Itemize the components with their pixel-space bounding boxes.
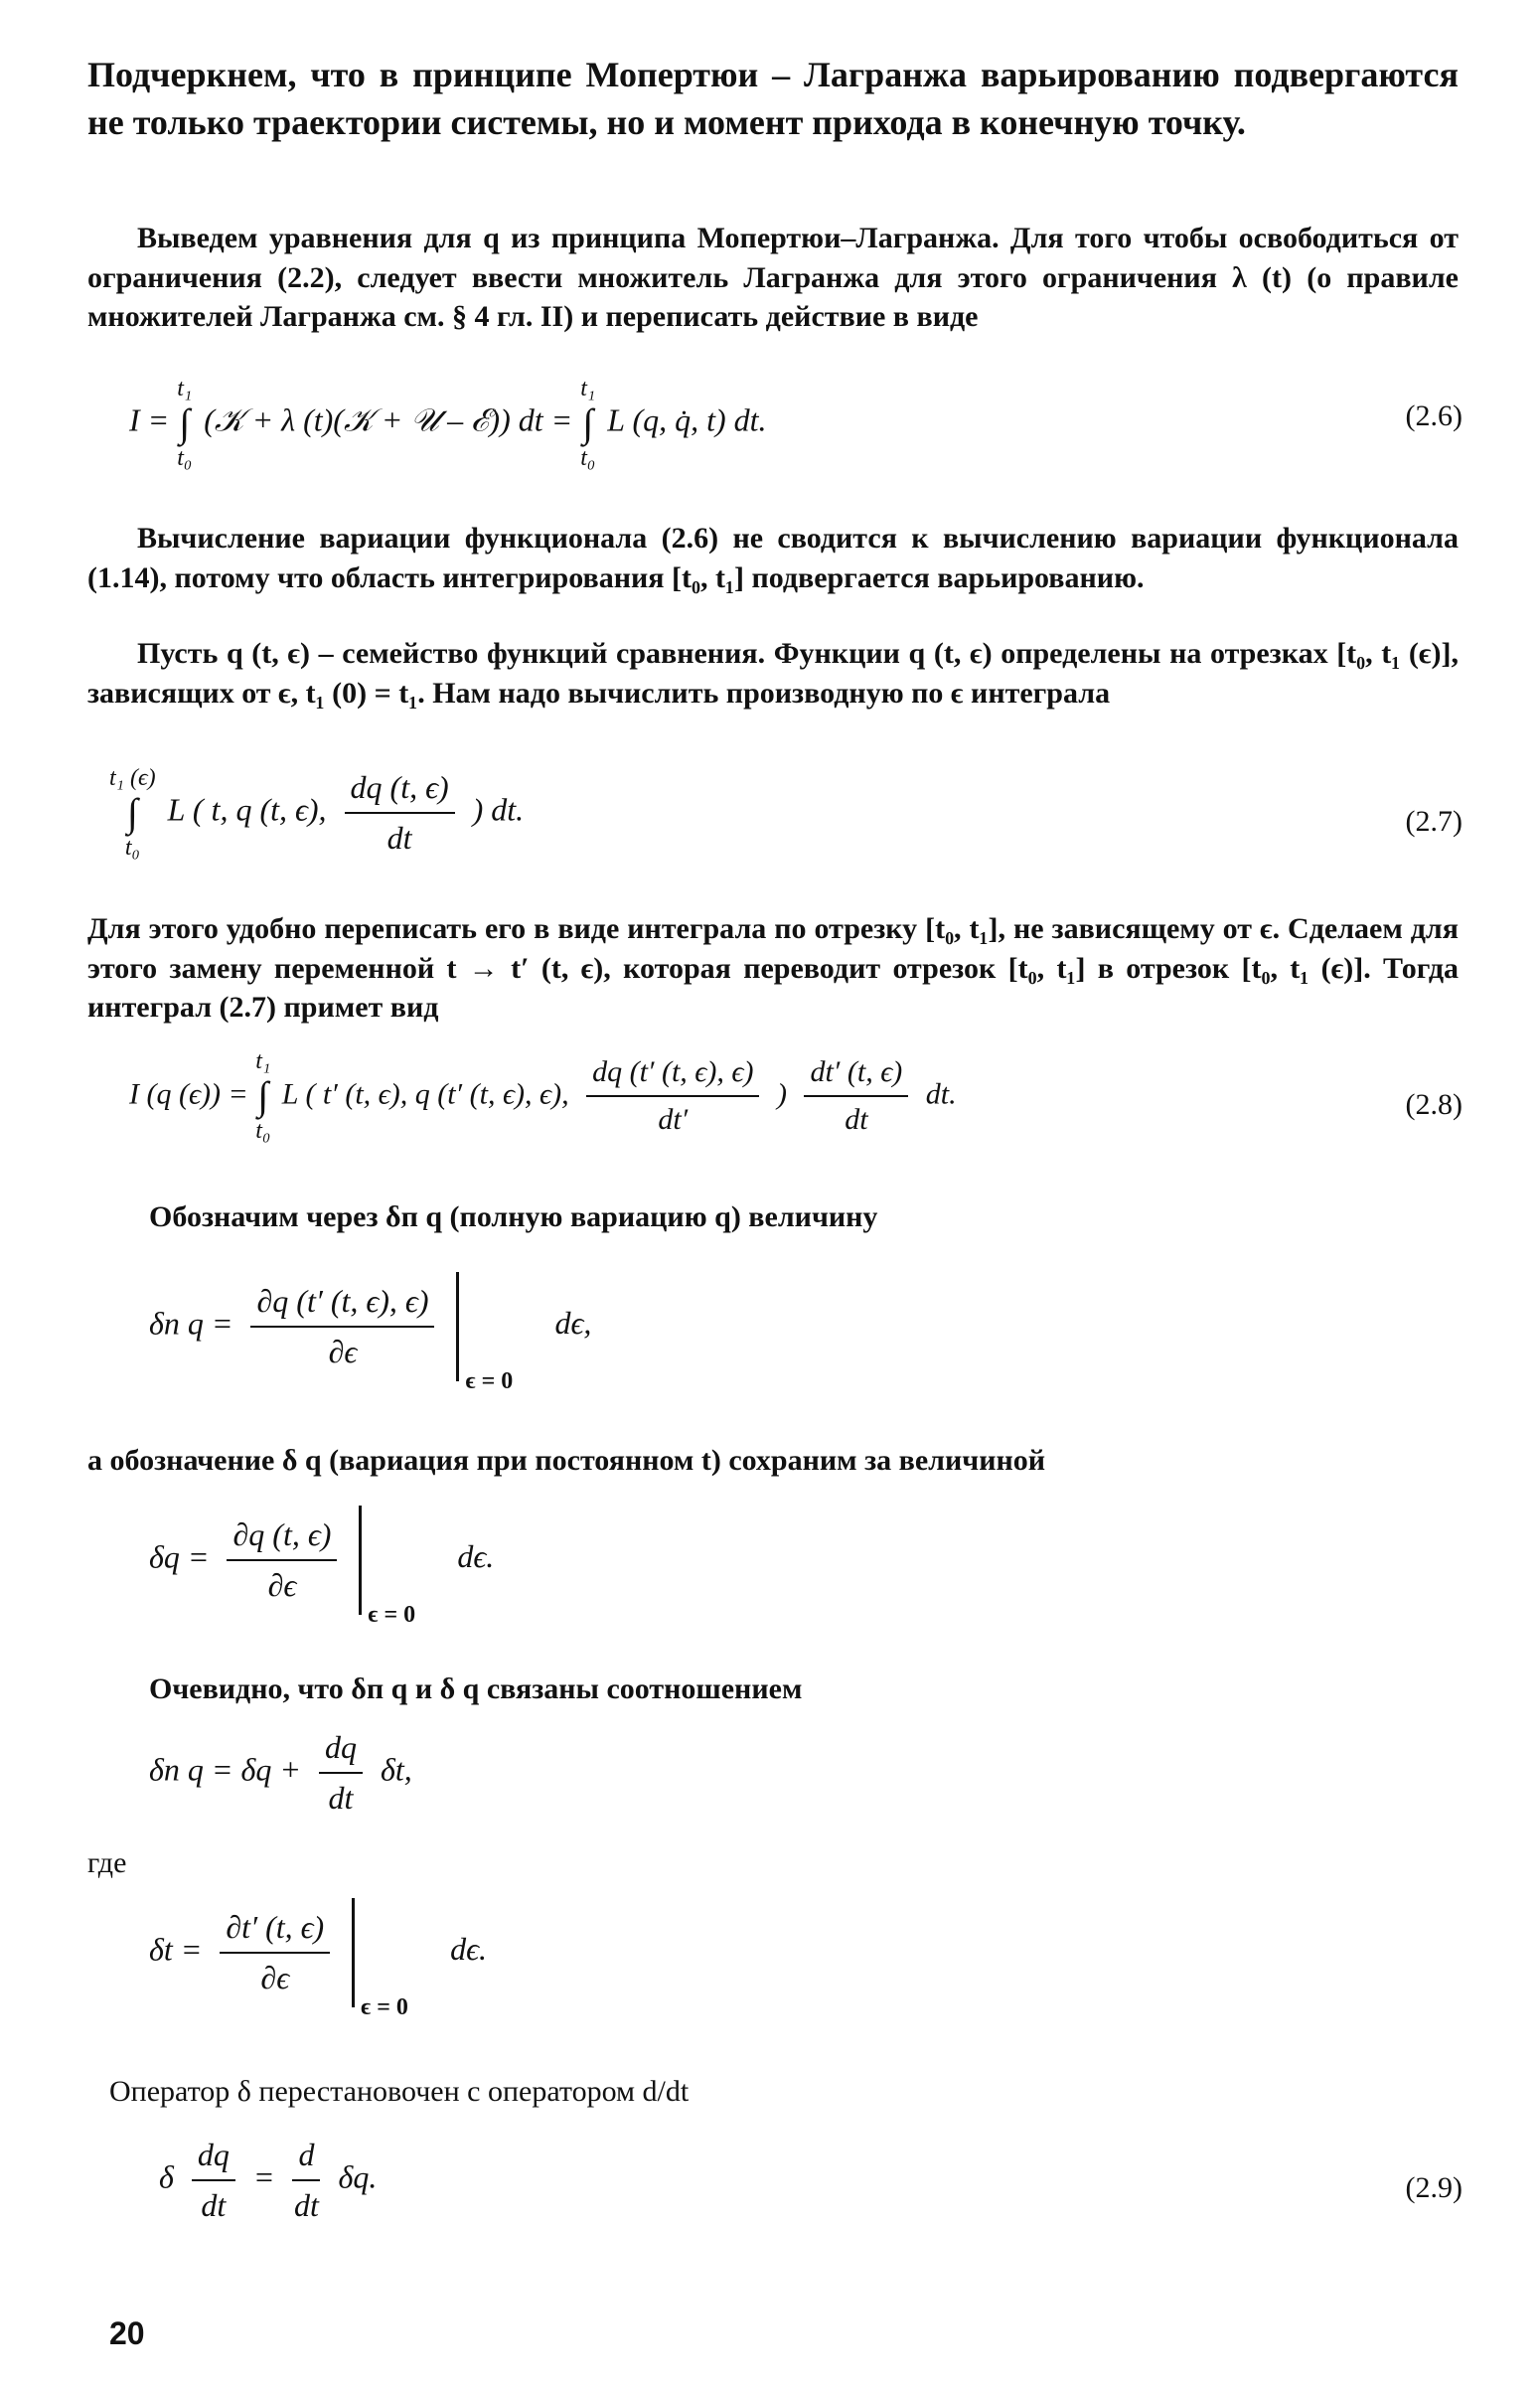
eq26-lhs: I = xyxy=(129,401,170,438)
eqd-post: dϵ. xyxy=(457,1538,495,1575)
eq29-denominator-2: dt xyxy=(294,2187,319,2223)
eq26-lower-limit: t₀ xyxy=(177,445,193,472)
eq27-numerator: dq (t, ϵ) xyxy=(345,769,455,814)
eqdt-numerator: ∂t′ (t, ϵ) xyxy=(220,1909,330,1954)
eqd-lhs: δq = xyxy=(149,1538,210,1575)
eqd-subscript: ϵ = 0 xyxy=(368,1602,416,1628)
eq27-fraction xyxy=(345,769,455,857)
paragraph-4 xyxy=(87,909,1459,1028)
integral-sign: t₁ ∫ t₀ xyxy=(177,376,193,472)
paragraph-5 xyxy=(149,1197,1441,1237)
eqdp-post: dϵ, xyxy=(554,1305,592,1342)
eqdp-subscript: ϵ = 0 xyxy=(465,1368,514,1394)
eq28-denominator-2: dt xyxy=(845,1103,868,1137)
integral-sign: t₁ (ϵ) ∫ t₀ xyxy=(109,765,156,862)
eqdp-numerator: ∂q (t′ (t, ϵ), ϵ) xyxy=(250,1283,434,1328)
equation-number-2-9: (2.9) xyxy=(1405,2171,1463,2204)
eq27-denominator: dt xyxy=(386,820,412,857)
eqdt-denominator: ∂ϵ xyxy=(260,1960,290,1995)
equation-delta-t xyxy=(149,1898,488,2020)
eq29-denominator-1: dt xyxy=(201,2187,227,2223)
eqd-numerator: ∂q (t, ϵ) xyxy=(227,1516,337,1561)
paragraph-7 xyxy=(149,1670,1441,1709)
eq27-upper-limit: t₁ (ϵ) xyxy=(109,765,156,791)
where-text xyxy=(87,1843,385,1883)
intro-paragraph xyxy=(87,52,1459,146)
eq26-upper-limit: t₁ xyxy=(177,376,193,401)
evaluation-bar xyxy=(359,1506,416,1628)
equation-number-2-6: (2.6) xyxy=(1405,399,1463,432)
eq29-pre: δ xyxy=(159,2158,174,2195)
integral-sign: t₁ ∫ t₀ xyxy=(255,1048,271,1145)
eqd-denominator: ∂ϵ xyxy=(267,1567,297,1603)
equation-number-2-8: (2.8) xyxy=(1405,1088,1463,1121)
equation-delta xyxy=(149,1506,495,1628)
eq27-lower-limit: t₀ xyxy=(124,835,140,862)
eqdt-fraction xyxy=(220,1909,330,1996)
eq28-numerator-2: dt′ (t, ϵ) xyxy=(804,1055,908,1097)
eq29-fraction-2 xyxy=(292,2137,320,2224)
eq29-numerator-1: dq xyxy=(192,2137,235,2181)
eq28-denominator-1: dt′ xyxy=(658,1103,689,1137)
eq28-pre: L ( t′ (t, ϵ), q (t′ (t, ϵ), ϵ), xyxy=(281,1077,569,1111)
eqrel-fraction xyxy=(319,1729,363,1817)
eqdp-denominator: ∂ϵ xyxy=(328,1334,358,1369)
paragraph-8-text: Оператор δ перестановочен с оператором d/dt xyxy=(109,2075,690,2108)
where-word: где xyxy=(87,1846,127,1879)
paragraph-8 xyxy=(109,2072,1401,2112)
eq28-mid: ) xyxy=(776,1077,787,1111)
paragraph-4-text: Для этого удобно переписать его в виде интеграла по отрезку [t₀, t₁], не зависящему от ϵ. Сделаем для этого замену переменной t → t′ (t, ϵ), которая переводит отрезок [t₀, t₁] в отрезок [t₀, t₁ (ϵ)]. Тогда интеграл (2.7) примет вид xyxy=(87,912,1459,1025)
paragraph-1-text: Выведем уравнения для q из принципа Мопертюи–Лагранжа. Для того чтобы освободиться от ограничения (2.2), следует ввести множитель Лагранжа для этого ограничения λ (t) (о правиле множителей Лагранжа см. § 4 гл. II) и переписать действие в виде xyxy=(87,222,1459,334)
evaluation-bar xyxy=(352,1898,408,2020)
paragraph-3 xyxy=(87,634,1459,713)
paragraph-2-text: Вычисление вариации функционала (2.6) не сводится к вычислению вариации функционала (1.14), потому что область интегрирования [t₀, t₁] подвергается варьированию. xyxy=(87,522,1459,594)
eqdt-post: dϵ. xyxy=(450,1931,488,1968)
eq28-lhs: I (q (ϵ)) = xyxy=(129,1077,248,1111)
eq26-upper-limit-2: t₁ xyxy=(580,376,596,401)
eq28-post: dt. xyxy=(925,1077,957,1111)
eqrel-denominator: dt xyxy=(328,1780,354,1816)
equation-2-9 xyxy=(159,2137,377,2224)
eq26-integrand-2: L (q, q̇, t) dt. xyxy=(607,401,767,438)
eqd-fraction xyxy=(227,1516,337,1604)
paragraph-6 xyxy=(87,1441,1459,1481)
eq27-pre: L ( t, q (t, ϵ), xyxy=(167,791,327,828)
equation-relation xyxy=(149,1729,412,1817)
paragraph-5-text: Обозначим через δп q (полную вариацию q) величину xyxy=(149,1200,878,1233)
eq26-integrand-1: (𝒦 + λ (t)(𝒦 + 𝒰 – ℰ)) dt = xyxy=(204,401,573,438)
eq28-upper-limit: t₁ xyxy=(255,1048,271,1074)
integral-sign: t₁ ∫ t₀ xyxy=(580,376,596,472)
eq29-numerator-2: d xyxy=(292,2137,320,2181)
equation-2-8 xyxy=(129,1048,957,1145)
eqrel-post: δt, xyxy=(380,1751,412,1788)
eq29-equals: = xyxy=(252,2158,275,2195)
paragraph-7-text: Очевидно, что δп q и δ q связаны соотношением xyxy=(149,1672,803,1705)
eqdt-subscript: ϵ = 0 xyxy=(361,1994,408,2020)
equation-2-7 xyxy=(109,765,524,862)
eqrel-numerator: dq xyxy=(319,1729,363,1774)
eq28-fraction-2 xyxy=(804,1055,908,1137)
eqdt-lhs: δt = xyxy=(149,1931,203,1968)
eq28-numerator-1: dq (t′ (t, ϵ), ϵ) xyxy=(586,1055,759,1097)
eqdp-fraction xyxy=(250,1283,434,1370)
paragraph-1 xyxy=(87,219,1459,337)
eqrel-lhs: δп q = δq + xyxy=(149,1751,301,1788)
eq27-post: ) dt. xyxy=(472,791,525,828)
paragraph-3-text: Пусть q (t, ϵ) – семейство функций сравнения. Функции q (t, ϵ) определены на отрезках [t₀, t₁ (ϵ)], зависящих от ϵ, t₁ (0) = t₁. Нам надо вычислить производную по ϵ интеграла xyxy=(87,637,1459,710)
eqdp-lhs: δп q = xyxy=(149,1305,233,1342)
eq26-lower-limit-2: t₀ xyxy=(580,445,596,472)
paragraph-2 xyxy=(87,519,1459,597)
evaluation-bar xyxy=(456,1272,514,1394)
equation-delta-p xyxy=(149,1272,592,1394)
intro-text: Подчеркнем, что в принципе Мопертюи – Лагранжа варьированию подвергаются не только траектории системы, но и момент прихода в конечную точку. xyxy=(87,55,1459,142)
eq28-lower-limit: t₀ xyxy=(255,1118,271,1145)
eq29-post: δq. xyxy=(338,2158,378,2195)
paragraph-6-text: а обозначение δ q (вариация при постоянном t) сохраним за величиной xyxy=(87,1444,1046,1477)
equation-2-6 xyxy=(129,376,767,472)
page-number: 20 xyxy=(109,2315,145,2351)
equation-number-2-7: (2.7) xyxy=(1405,805,1463,838)
eq29-fraction-1 xyxy=(192,2137,235,2224)
eq28-fraction-1 xyxy=(586,1055,759,1137)
